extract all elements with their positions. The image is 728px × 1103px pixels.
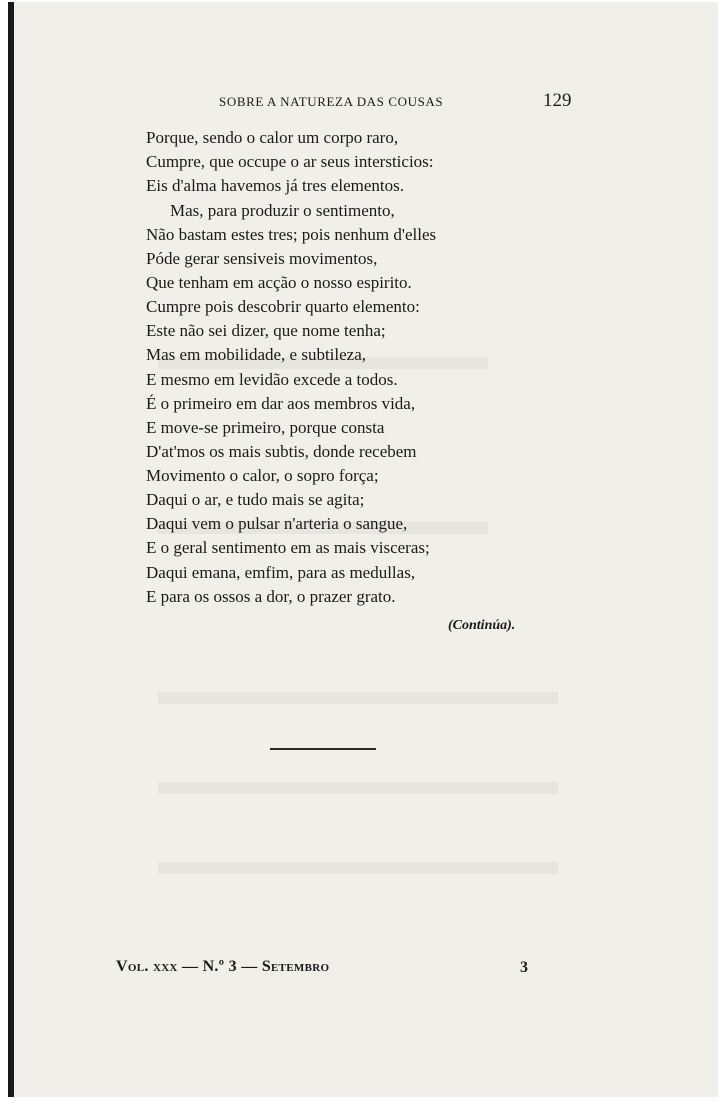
verse-line: D'at'mos os mais subtis, donde recebem xyxy=(146,442,417,461)
verse-line: É o primeiro em dar aos membros vida, xyxy=(146,394,416,413)
verse-line: Daqui vem o pulsar n'arteria o sangue, xyxy=(146,514,408,533)
verse-line: Este não sei dizer, que nome tenha; xyxy=(146,321,386,340)
book-page xyxy=(8,2,718,1097)
verse-line: Que tenham em acção o nosso espirito. xyxy=(146,273,412,292)
verse-line: Movimento o calor, o sopro força; xyxy=(146,466,379,485)
verse-line: Daqui o ar, e tudo mais se agita; xyxy=(146,490,365,509)
show-through-text xyxy=(158,862,558,874)
verse-line: Póde gerar sensiveis movimentos, xyxy=(146,249,378,268)
verse-line: Mas, para produzir o sentimento, xyxy=(170,201,395,220)
continued-note: (Continúa). xyxy=(448,618,516,633)
verse-line: Porque, sendo o calor um corpo raro, xyxy=(146,128,399,147)
verse-line: E move-se primeiro, porque consta xyxy=(146,418,385,437)
section-rule xyxy=(270,748,376,750)
show-through-text xyxy=(158,692,558,704)
verse-line: Mas em mobilidade, e subtileza, xyxy=(146,345,366,364)
running-head: SOBRE A NATUREZA DAS COUSAS xyxy=(219,94,444,109)
signature-mark: 3 xyxy=(520,959,528,976)
verse-line: Cumpre, que occupe o ar seus intersticios: xyxy=(146,152,434,171)
verse-line: Não bastam estes tres; pois nenhum d'elles xyxy=(146,225,437,244)
show-through-text xyxy=(158,782,558,794)
verse-line: Eis d'alma havemos já tres elementos. xyxy=(146,176,404,195)
verse-line: Cumpre pois descobrir quarto elemento: xyxy=(146,297,420,316)
verse-line: E mesmo em levidão excede a todos. xyxy=(146,370,398,389)
verse-line: E o geral sentimento em as mais visceras; xyxy=(146,538,430,557)
verse-line: E para os ossos a dor, o prazer grato. xyxy=(146,587,396,606)
page-number: 129 xyxy=(543,90,572,111)
volume-footer: Vol. xxx — N.º 3 — Setembro xyxy=(116,958,330,975)
verse-line: Daqui emana, emfim, para as medullas, xyxy=(146,563,416,582)
page-edge-shadow xyxy=(8,2,14,1097)
